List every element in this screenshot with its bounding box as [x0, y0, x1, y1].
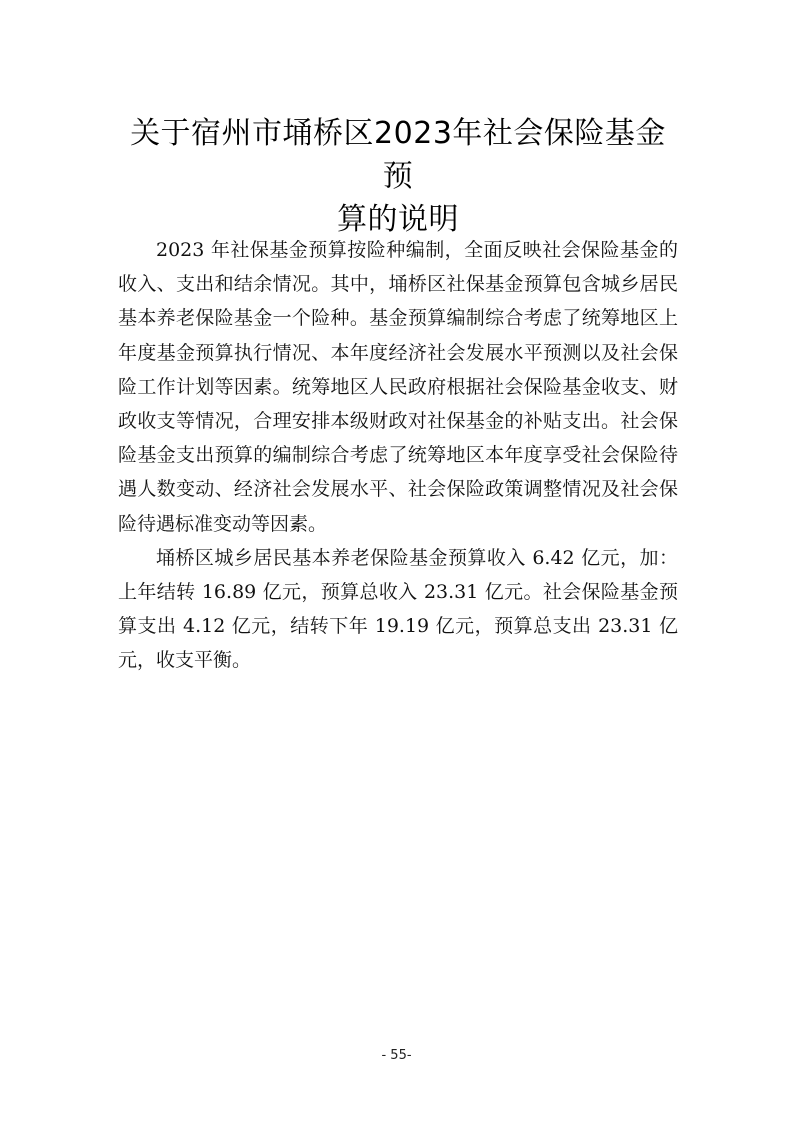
- title-line-2: 算的说明: [337, 202, 459, 237]
- title-line-1: 关于宿州市埇桥区2023年社会保险基金预: [130, 116, 666, 194]
- paragraph-2: 埇桥区城乡居民基本养老保险基金预算收入 6.42 亿元，加：上年结转 16.89 亿元，预算总收入 23.31 亿元。社会保险基金预算支出 4.12 亿元，结转下年 19.19 亿元，预算总支出 23.31 亿元，收支平衡。: [118, 546, 678, 672]
- paragraph-1: 2023 年社保基金预算按险种编制，全面反映社会保险基金的收入、支出和结余情况。其中，埇桥区社保基金预算包含城乡居民基本养老保险基金一个险种。基金预算编制综合考虑了统筹地区上年度基金预算执行情况、本年度经济社会发展水平预测以及社会保险工作计划等因素。统筹地区人民政府根据社会保险基金收支、财政收支等情况，合理安排本级财政对社保基金的补贴支出。社会保险基金支出预算的编制综合考虑了统筹地区本年度享受社会保险待遇人数变动、经济社会发展水平、社会保险政策调整情况及社会保险待遇标准变动等因素。: [118, 239, 678, 535]
- page-number: - 55-: [381, 1048, 412, 1063]
- document-body: [118, 233, 678, 678]
- document-title: [118, 112, 678, 241]
